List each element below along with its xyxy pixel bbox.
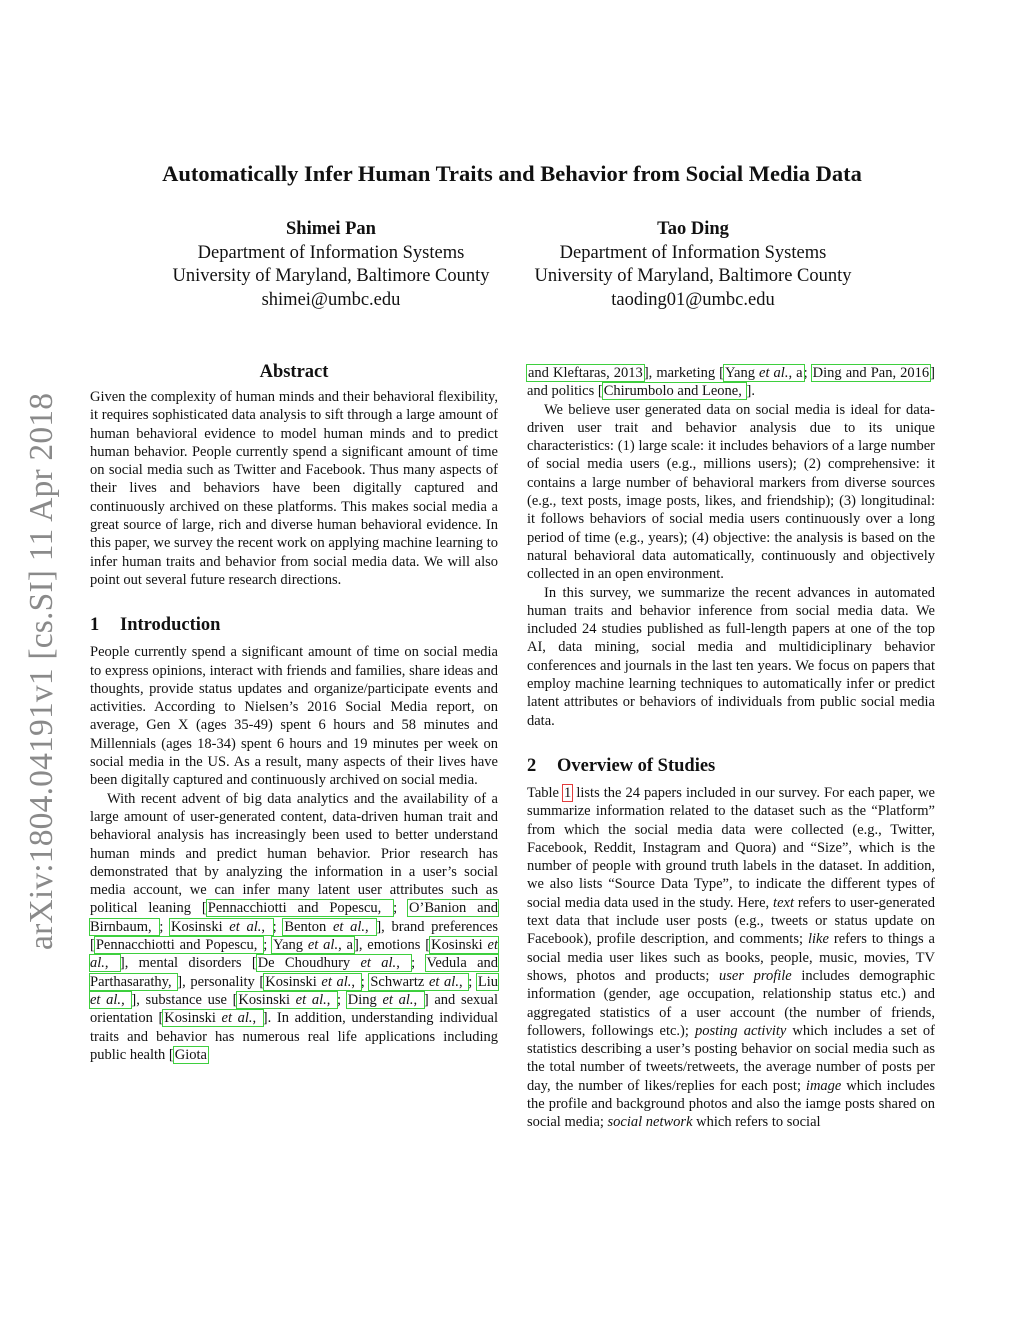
author-name: Shimei Pan bbox=[286, 219, 376, 239]
intro-paragraph-2: With recent advent of big data analytics and the availability of a large amount of user-generated content, data-driven human trait and behavioral analysis has increasingly been used to better understand human minds and predict human behavior. Prior research has demonstrated that by analyzing the information in a user’s social media account, we can infer many latent user attributes such as political leaning [Pennacchiotti and Popescu, ; O’Banion and Birnbaum, ; Kosinski et al., ; Benton et al., ], brand preferences [Pennacchiotti and Popescu, ; Yang et al., a], emotions [Kosinski et al., ], mental disorders [De Choudhury et al., ; Vedula and Parthasarathy, ], personality [Kosinski et al., ; Schwartz et al., ; Liu et al., ], substance use [Kosinski et al., ; Ding et al., ] and sexual orientation [Kosinski et al., ]. In addition, understanding individual traits and behavior has numerous real life applications including public health [Giota bbox=[90, 790, 499, 1063]
author-block bbox=[146, 218, 516, 312]
intro-paragraph-4: In this survey, we summarize the recent advances in automated human traits and behavior inference from social media data. We included 24 studies published as full-length papers at one of the top AI, data mining, social media and multidiciplinary behavior conferences and journals in the last ten years. We focus on papers that employ machine learning techniques to automatically infer or predict latent attributes or behaviors of individuals from public social media data. bbox=[527, 584, 935, 729]
right-column bbox=[527, 364, 935, 1132]
citation-link[interactable]: Kosinski et al., bbox=[265, 973, 360, 990]
section-heading-introduction bbox=[90, 613, 498, 637]
section-number: 1 bbox=[90, 615, 100, 636]
citation-link[interactable]: Giota bbox=[174, 1046, 207, 1063]
citation-link[interactable]: De Choudhury et al., bbox=[257, 955, 411, 972]
author-name: Tao Ding bbox=[657, 219, 729, 239]
citation-link[interactable]: Pennacchiotti and Popescu, bbox=[95, 937, 263, 954]
author-university: University of Maryland, Baltimore County bbox=[172, 266, 490, 286]
table-reference-link[interactable]: 1 bbox=[564, 784, 572, 801]
citation-link[interactable]: Yang et al., a bbox=[725, 365, 803, 381]
citation-link[interactable]: Yang et al., a bbox=[273, 937, 353, 954]
author-email[interactable]: shimei@umbc.edu bbox=[261, 289, 401, 310]
section-heading-overview bbox=[527, 754, 935, 778]
citation-link[interactable]: O’Banion and Birnbaum, bbox=[90, 900, 499, 935]
abstract-heading: Abstract bbox=[259, 362, 329, 382]
intro-paragraph-2-continued: and Kleftaras, 2013], marketing [Yang et al., a; Ding and Pan, 2016] and politics [Chirumbolo and Leone, ]. bbox=[527, 365, 935, 400]
citation-link[interactable]: Benton et al., bbox=[284, 918, 376, 935]
citation-link[interactable]: Schwartz et al., bbox=[370, 973, 468, 990]
author-university: University of Maryland, Baltimore County bbox=[534, 266, 852, 286]
citation-link[interactable]: Vedula and Parthasarathy, bbox=[90, 955, 499, 990]
citation-link[interactable]: Kosinski et al., bbox=[90, 937, 498, 972]
citation-link[interactable]: Pennacchiotti and Popescu, bbox=[207, 900, 393, 917]
citation-link[interactable]: Chirumbolo and Leone, bbox=[603, 383, 746, 400]
citation-link[interactable]: Kosinski et al., bbox=[171, 918, 272, 935]
paper-title: Automatically Infer Human Traits and Behavior from Social Media Data bbox=[162, 161, 862, 186]
author-block bbox=[508, 218, 878, 312]
abstract-body: Given the complexity of human minds and their behavioral flexibility, it requires sophisticated data analysis to sift through a large amount of human behavioral evidence to model human minds and to predict human behavior. People currently spend a significant amount of time on social media such as Twitter and Facebook. Thus many aspects of their lives and behaviors have been digitally captured and continuously archived on these platforms. This makes social media a great source of large, rich and diverse human behavioral evidence. In this paper, we survey the recent work on applying machine learning to infer human traits and behavior from social media data. We will also point out several future research directions. bbox=[90, 389, 498, 588]
author-department: Department of Information Systems bbox=[197, 242, 465, 263]
intro-paragraph-3: We believe user generated data on social media is ideal for data-driven user trait and behavior analysis due to its unique characteristics: (1) large scale: it includes behaviors of a large number of social media users (e.g., millions users); (2) comprehensive: it contains a large number of behavioral markers from diverse sources (e.g., text posts, image posts, likes, and friendship); (3) longitudinal: it follows behaviors of social media users continuously over a long period of time (e.g., years); (4) objective: the analysis is based on the natural behavioral data automatically, continuously and objectively collected in an open environment. bbox=[527, 401, 935, 583]
intro-paragraph-1: People currently spend a significant amount of time on social media to express opinions, interact with friends and families, share ideas and thoughts, provide status updates and organize/participate events and activities. According to Nielsen’s 2016 Social Media report, on average, Gen X (ages 35-49) spent 6 hours and 58 minutes and Millennials (ages 18-34) spent 6 hours and 19 minutes per week on social media in the US. As a result, many aspects of their lives have been digitally captured and continuously archived on social media. bbox=[90, 644, 498, 789]
citation-link[interactable]: and Kleftaras, 2013 bbox=[528, 365, 643, 381]
citation-link[interactable]: Liu et al., bbox=[90, 973, 499, 1008]
left-column bbox=[90, 360, 498, 1064]
author-email[interactable]: taoding01@umbc.edu bbox=[611, 289, 775, 310]
section-title: Introduction bbox=[120, 615, 221, 636]
author-department: Department of Information Systems bbox=[559, 242, 827, 263]
citation-link[interactable]: Kosinski et al., bbox=[238, 991, 337, 1008]
arxiv-identifier: arXiv:1804.04191v1 [cs.SI] 11 Apr 2018 bbox=[23, 392, 60, 950]
overview-paragraph: Table 1 lists the 24 papers included in our survey. For each paper, we summarize information related to the dataset such as the “Platform” from which the social media data were collected (e.g., Twitter, Facebook, Reddit, Instagram and Quora) and “Size”, which is the number of people with ground truth labels in the dataset. In addition, we also lists “Source Data Type”, to indicate the different types of social media data used in the study. Here, text refers to user-generated text data that include user posts (e.g., tweets or status update on Facebook), profile description, and comments; like refers to things a social media user likes such as books, people, music, movies, TV shows, photos and products; user profile includes demographic information (gender, age occupation, relationship status etc.) and aggregated statistics of a user account (the number of friends, followers, followings etc.); posting activity which includes a set of statistics describing a user’s posting behavior on social media such as the total number of tweets/retweets, the average number of posts per day, the number of likes/replies for each post; image which includes the profile and background photos and also the iamge posts shared on social media; social network which refers to social bbox=[527, 784, 935, 1131]
citation-link[interactable]: Ding et al., bbox=[347, 991, 423, 1008]
section-number: 2 bbox=[527, 755, 537, 776]
citation-link[interactable]: Kosinski et al., bbox=[164, 1010, 262, 1027]
citation-link[interactable]: Ding and Pan, 2016 bbox=[812, 365, 930, 381]
section-title: Overview of Studies bbox=[557, 755, 716, 776]
